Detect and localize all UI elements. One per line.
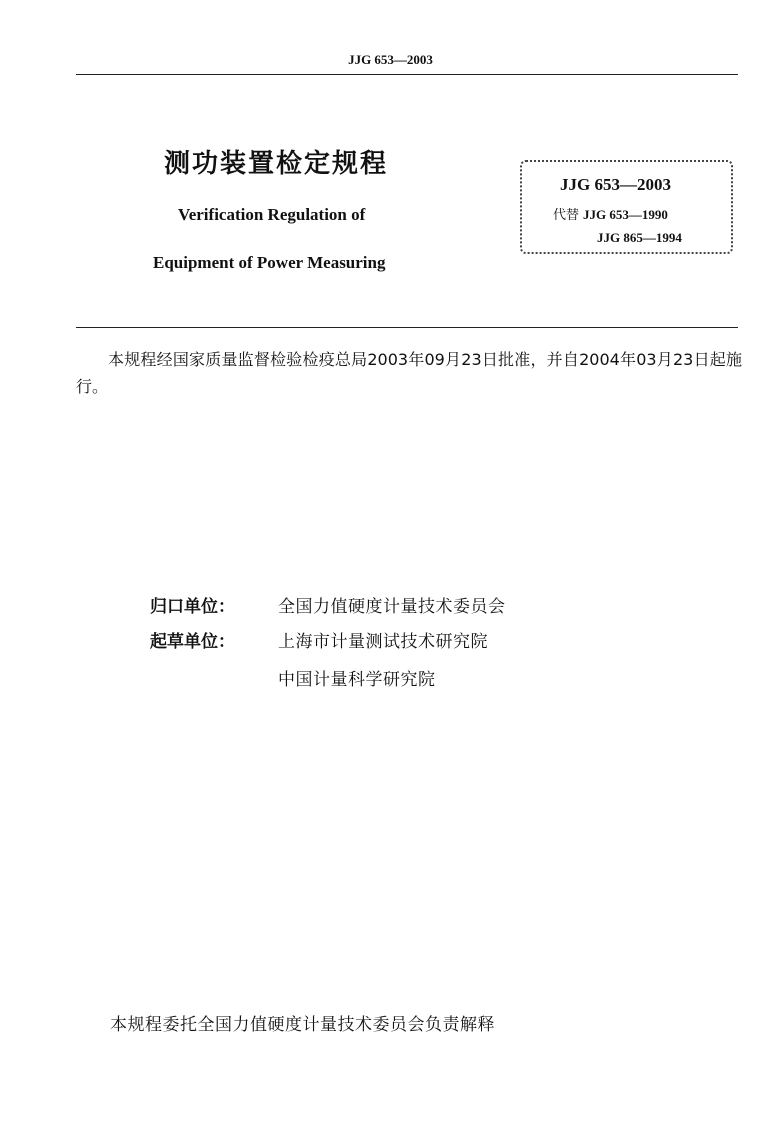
- title-rule: [76, 327, 738, 328]
- replaced-code-1: JJG 653—1990: [583, 207, 668, 222]
- responsible-unit-value: 全国力值硬度计量技术委员会: [278, 597, 506, 617]
- approval-statement: 本规程经国家质量监督检验检疫总局2003年09月23日批准，并自2004年03月23日起施行。: [76, 350, 742, 396]
- header-rule: [76, 74, 738, 75]
- title-english-line2: Equipment of Power Measuring: [153, 253, 386, 272]
- replaces-label: 代替: [553, 208, 580, 223]
- title-english-line1: Verification Regulation of: [178, 205, 366, 224]
- interpretation-note: 本规程委托全国力值硬度计量技术委员会负责解释: [110, 1015, 495, 1035]
- header-standard-code: JJG 653—2003: [348, 52, 433, 67]
- replaces-line: [553, 204, 668, 223]
- drafting-unit-value-2: 中国计量科学研究院: [278, 670, 436, 690]
- replaced-code-2: JJG 865—1994: [597, 230, 682, 245]
- drafting-unit-value-1: 上海市计量测试技术研究院: [278, 632, 488, 652]
- responsible-unit-label: 归口单位：: [150, 597, 235, 617]
- title-chinese: 测功装置检定规程: [164, 149, 389, 179]
- standard-code-main: JJG 653—2003: [560, 175, 671, 194]
- drafting-unit-label: 起草单位：: [150, 632, 235, 652]
